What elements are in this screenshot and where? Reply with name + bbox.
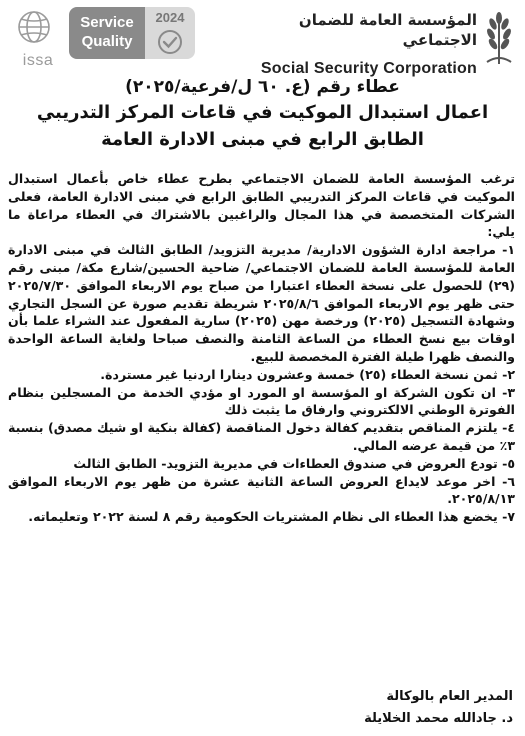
org-name-en: Social Security Corporation — [260, 60, 477, 77]
tender-subtitle: الطابق الرابع في مبنى الادارة العامة — [101, 129, 424, 150]
list-item: ٦- اخر موعد لايداع العروض الساعة الثانية عشرة من ظهر يوم الاربعاء الموافق ٢٠٢٥/٨/١٣. — [8, 473, 515, 507]
service-quality-badge — [69, 7, 195, 59]
wheat-logo-icon — [479, 8, 519, 66]
tender-title-block — [10, 76, 515, 153]
list-item: ٥- تودع العروض في صندوق العطاءات في مديرية التزويد- الطابق الثالث — [73, 455, 515, 471]
list-item: ٣- ان تكون الشركة او المؤسسة او المورد او مؤدي الخدمة من المسجلين بنظام الفوترة الوطني الالكتروني وارفاق ما يثبت ذلك — [8, 384, 515, 418]
tender-body — [8, 170, 515, 526]
list-item: ٤- يلتزم المناقص بتقديم كفالة دخول المناقصة (كفالة بنكية او شيك مصدق) بنسبة ٣٪ من قيمة عرضه المالي. — [8, 420, 515, 453]
badge-year-panel — [145, 7, 195, 59]
badge-line1: Service — [80, 14, 134, 31]
issa-logo — [8, 8, 60, 68]
intro-paragraph: ترغب المؤسسة العامة للضمان الاجتماعي بطرح عطاء خاص بأعمال استبدال الموكيت في قاعات المركز التدريبي الطابق الرابع في مبنى الادارة العامة، فعلى الشركات المتخصصة في هذا المجال والراغبين بالاشتراك في العطاء مراعاة ما يلي: — [8, 171, 515, 240]
tender-number: عطاء رقم (ع. ٦٠ ل/فرعية/٢٠٢٥) — [125, 77, 400, 97]
quality-check-icon — [157, 29, 183, 55]
list-item: ١- مراجعة ادارة الشؤون الادارية/ مديرية التزويد/ الطابق الثالث في مبنى الادارة العامة للمؤسسة العامة للضمان الاجتماعي/ ضاحية الحسين/شارع مكة/ مبنى رقم (٢٩) للحصول على نسخة العطاء اعتبارا من صباح يوم الاربعاء الموافق ٢٠٢٥/٧/٣٠ حتى ظهر يوم الاربعاء الموافق ٢٠٢٥/٨/٦ شريطة تقديم صورة عن السجل التجاري وشهادة التسجيل (٢٠٢٥) ورخصة مهن (٢٠٢٥) سارية المفعول عند الشراء علما بأن اوقات بيع نسخ العطاء من الساعة الثامنة والنصف صباحا ولغاية الساعة الواحدة والنصف ظهرا طيلة الفترة المخصصة للبيع. — [8, 242, 516, 364]
list-item: ٢- ثمن نسخة العطاء (٢٥) خمسة وعشرون دينارا اردنيا غير مستردة. — [100, 366, 515, 382]
badge-line2: Quality — [81, 33, 133, 50]
signature-name: د. جادالله محمد الخلايلة — [364, 711, 513, 726]
org-name — [237, 10, 477, 78]
badge-text — [69, 7, 145, 59]
list-item: ٧- يخضع هذا العطاء الى نظام المشتريات الحكومية رقم ٨ لسنة ٢٠٢٢ وتعليماته. — [28, 509, 515, 525]
signature-role: المدير العام بالوكالة — [386, 689, 513, 704]
header — [0, 0, 525, 77]
signature-block — [364, 686, 513, 730]
tender-title: اعمال استبدال الموكيت في قاعات المركز التدريبي — [36, 102, 489, 123]
org-name-ar: المؤسسة العامة للضمان الاجتماعي — [298, 11, 477, 49]
issa-label: issa — [22, 52, 54, 69]
issa-globe-icon — [8, 8, 60, 48]
badge-year: 2024 — [155, 10, 185, 25]
